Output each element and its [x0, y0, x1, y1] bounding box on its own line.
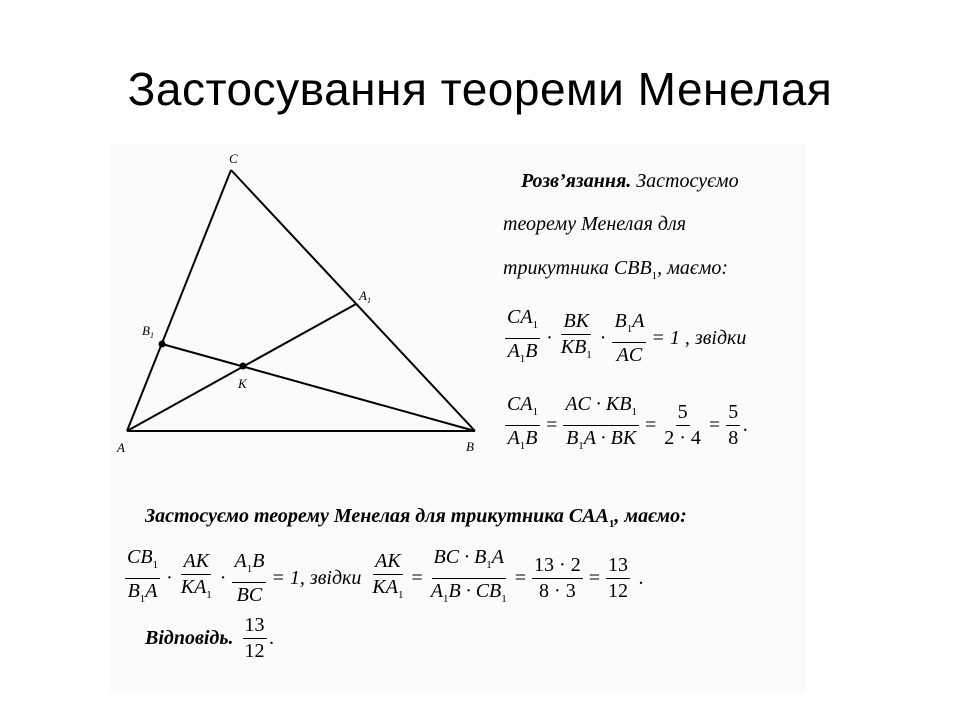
- solution-heading: Розв’язання.: [521, 170, 632, 192]
- label-B: B: [466, 439, 474, 454]
- label-B1: $B_1$: [142, 323, 154, 340]
- menelaus-equation-1: $\frac{CA_1}{A_1B}$ · $\frac{BK}{KB_1}$ · $\frac{B_1A}{AC}$ = 1 , звідки: [507, 306, 747, 366]
- solution-line-3: трикутника $CBB_1$, маємо:: [503, 257, 729, 282]
- label-A: A: [117, 440, 125, 455]
- side-CB: [231, 170, 475, 431]
- side-AC: [127, 170, 231, 431]
- label-C: C: [229, 151, 238, 166]
- menelaus-equation-2: $\frac{CB_1}{B_1A}$ · $\frac{AK}{KA_1}$ · $\frac{A_1B}{BC}$ = 1, звідки $\frac{AK}{KA_1}$ = $\frac{BC \cdot B_1A}{A_1B \cdot CB_1}$ = $\frac{13 \cdot 2}{8 \cdot 3}$ = $\frac{13}{12}$ .: [127, 546, 644, 606]
- eq1-tail: = 1 , звідки: [651, 327, 747, 349]
- solution-line-1: [521, 170, 739, 193]
- point-K-dot: [240, 363, 247, 370]
- cevian-BB1: [162, 344, 475, 431]
- answer-label: Відповідь.: [145, 627, 234, 649]
- eq3-mid: = 1, звідки: [271, 567, 362, 589]
- part2-line: Застосуємо теорему Менелая для трикутника $CAA_1$, маємо:: [145, 505, 687, 530]
- ratio-equation-1: $\frac{CA_1}{A_1B}$ = $\frac{AC \cdot KB_1}{B_1A \cdot BK}$ = $\frac{5}{2 \cdot 4}$ = $\frac{5}{8}$ .: [507, 393, 749, 452]
- triangle-lines: [127, 170, 475, 431]
- triangle-figure: [110, 143, 490, 473]
- point-B1-dot: [159, 341, 166, 348]
- label-K: K: [238, 376, 247, 391]
- label-A1: $A_1$: [359, 288, 371, 305]
- solution-line-2: теорему Менелая для: [503, 213, 687, 235]
- slide-title: Застосування теореми Менелая: [127, 63, 833, 115]
- solution-line-1-rest: Застосуємо: [636, 170, 739, 192]
- answer: Відповідь. $\frac{13}{12}$ .: [145, 614, 275, 662]
